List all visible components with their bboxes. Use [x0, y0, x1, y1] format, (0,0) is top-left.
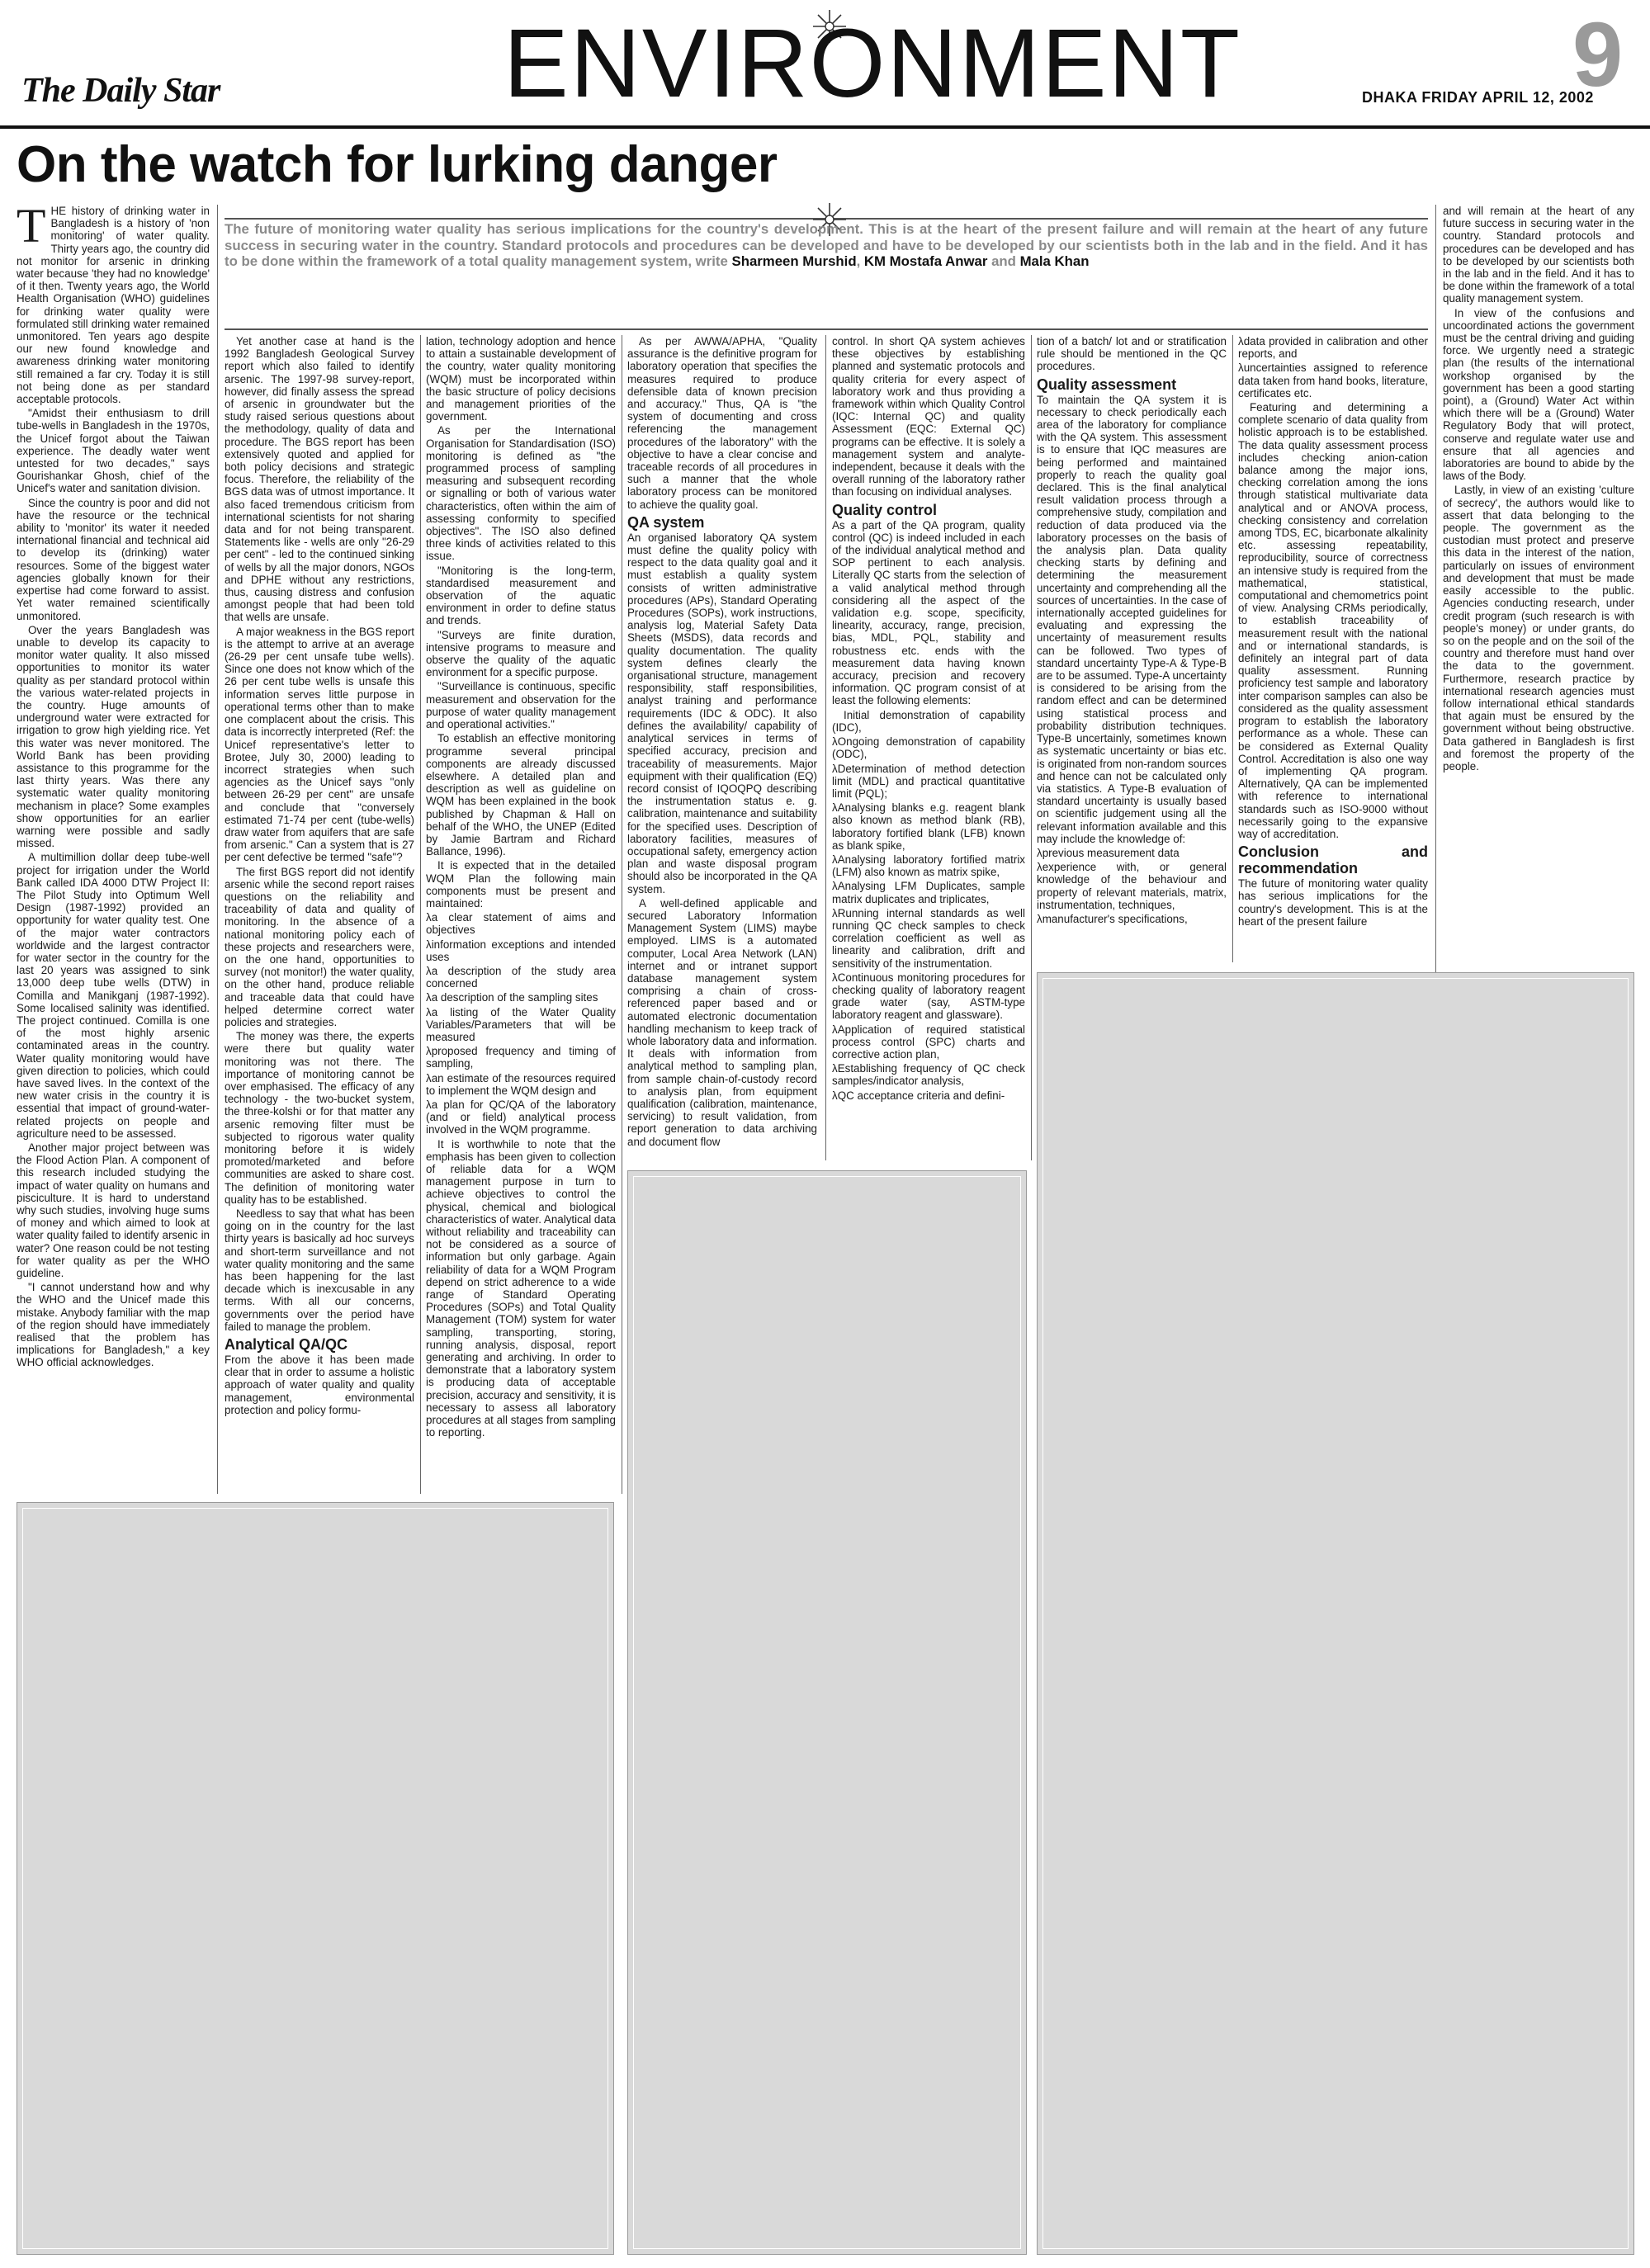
column-rule [1232, 335, 1233, 962]
column-5 [832, 335, 1025, 1103]
body-paragraph: The first BGS report did not identify arsenic while the second report raises questions on the reliability and traceability of data and quality of monitoring. In the absence of a national monitoring policy each of these projects and researchers were, on the one hand, opportunities to survey (not monitor!) the water quality, on the other hand, produce reliable and traceable data that could have helped determine correct water policies and strategies. [225, 865, 414, 1028]
bullet-item: λ Running internal standards as well running QC check samples to check correlation coefficient as well as linearity and calibration, drift and sensitivity of the instrumentation. [832, 907, 1025, 970]
column-rule [825, 335, 826, 1160]
bullet-item: λ a listing of the Water Quality Variables/Parameters that will be measured [426, 1006, 616, 1044]
body-paragraph: As per AWWA/APHA, "Quality assurance is the definitive program for laboratory operation that specifies the measures required to produce defensible data of known precision and accuracy." Thus, QA is "the system of documenting and cross referencing the management procedures of the laboratory" with the objective to have a clear concise and traceable records of all procedures in such a manner that the whole laboratory process can be monitored to achieve the quality goal. [627, 335, 817, 511]
author-name: Mala Khan [1019, 253, 1090, 269]
body-paragraph: Yet another case at hand is the 1992 Bangladesh Geological Survey report which also failed to identify arsenic. The 1997-98 survey-report, however, did finally assess the spread of arsenic in groundwater but the study raised serious questions about the methodology, quality of data and procedure. The BGS report has been extensively quoted and applied for both policy decisions and strategic focus. Therefore, the reliability of the BGS data was of utmost importance. It also faced tremendous criticism from international scientists for not sharing data and for not being transparent. Statements like - wells are only "26-29 per cent" - led to the continued sinking of wells by all the major donors, NGOs and DPHE without any restrictions, thus, causing distress and confusion amongst people that had been told that wells are unsafe. [225, 335, 414, 624]
bullet-item: λ data provided in calibration and other reports, and [1238, 335, 1428, 360]
masthead-rule [0, 125, 1650, 129]
article-standfirst [225, 221, 1428, 270]
author-name: Sharmeen Murshid [731, 253, 857, 269]
body-paragraph: Initial demonstration of capability (IDC), [832, 708, 1025, 734]
bullet-item: λ QC acceptance criteria and defini- [832, 1089, 1025, 1102]
body-paragraph: It is expected that in the detailed WQM Plan the following main components must be present and maintained: [426, 859, 616, 910]
body-paragraph: As per the International Organisation for Standardisation (ISO) monitoring is defined as "the programmed process of sampling measuring and subsequent recording or signalling or both of various water characteristics, often within the aim of assessing conformity to specified objectives". The ISO also defined three kinds of activities related to this issue. [426, 424, 616, 563]
bullet-item: λ information exceptions and intended uses [426, 938, 616, 963]
column-6 [1037, 335, 1227, 927]
drop-cap: T [17, 199, 46, 253]
bullet-item: λ a description of the study area concerned [426, 965, 616, 990]
subheading: QA system [627, 513, 705, 531]
bullet-item: λ Establishing frequency of QC check samples/indicator analysis, [832, 1062, 1025, 1087]
body-paragraph: lation, technology adoption and hence to attain a sustainable development of the country, water quality monitoring (WQM) must be incorporated within the basic structure of policy decisions and management priorities of the government. [426, 335, 616, 423]
bullet-item: λ proposed frequency and timing of sampling, [426, 1045, 616, 1070]
bullet-item: λ manufacturer's specifications, [1037, 913, 1227, 925]
author-separator: , [856, 253, 864, 269]
bullet-item: λ Continuous monitoring procedures for checking quality of laboratory reagent grade water (say, ASTM-type laboratory reagent and glassware). [832, 971, 1025, 1022]
author-separator: and [987, 253, 1020, 269]
body-paragraph: A well-defined applicable and secured Laboratory Information Management System (LIMS) maybe employed. LIMS is a automated computer, Local Area Network (LAN) internet and or intranet support database management system comprising a chain of cross-referenced paper based and or automated electronic documentation handling mechanism to keep track of whole laboratory data and information. It deals with information from analytical method to sampling plan, from sample chain-of-custody record to analysis plan, from equipment qualification (calibration, maintenance, servicing) to result validation, from report generation to data archiving and document flow [627, 896, 817, 1148]
intro-rule-bottom [225, 328, 1428, 330]
body-paragraph: Needless to say that what has been going on in the country for the last thirty years is basically ad hoc surveys and short-term surveillance and not water quality monitoring and the same has been happening for the last decade which is inexcusable in any terms. With all our concerns, governments over the period have failed to manage the problem. [225, 1207, 414, 1333]
body-paragraph: In view of the confusions and uncoordinated actions the government must be the central driving and guiding force. We urgently need a strategic plan (the results of the international workshop organised by the government has been a good starting point), a (Ground) Water Act within which there will be a (Ground) Water Regulatory Body that will protect, conserve and regulate water use and ensure that all agencies and laboratories are bound to abide by the laws of the Body. [1443, 306, 1634, 483]
bullet-item: λ an estimate of the resources required to implement the WQM design and [426, 1072, 616, 1097]
body-paragraph: As a part of the QA program, quality control (QC) is indeed included in each of the individual analytical method and SOP pertinent to each analysis. Literally QC starts from the selection of a valid analytical method through considering all the aspect of the validation e.g. scope, specificity, linearity, accuracy, range, precision, bias, MDL, PQL, stability and robustness etc. ends with the measurement data having known accuracy, precision and recovery information. QC program consist of at least the following elements: [832, 518, 1025, 707]
subheading: Quality assessment [1037, 376, 1177, 393]
body-paragraph: Featuring and determining a complete scenario of data quality from holistic approach is to be established. The data quality assessment process includes checking anion-cation balance among the major ions, checking correlation among the ions through statistical multivariate data analytical and or ANOVA process, checking consistency and correlation among TDS, EC, bicarbonate alkalinity etc. assessing repeatability, reproducibility, source of correctness an intensive study is required from the mathematical, statistical, computational and chemometrics point of view. Analysing CRMs periodically, to establish traceability of measurement result with the national and or international standards, is definitely an integral part of data quality assessment. Running proficiency test sample and laboratory inter comparison samples can also be considered as the quality assessment program to establish the laboratory performance as a whole. These can be considered as External Quality Control. Accreditation is also one way of implementing QA program. Alternatively, QA can be implemented with reference to international standards such as ISO-9000 without necessarily going to the expansive way of accreditation. [1238, 401, 1428, 840]
image-placeholder [17, 1502, 614, 2255]
subheading: Quality control [832, 501, 938, 518]
column-3 [426, 335, 616, 1440]
body-paragraph: An organised laboratory QA system must define the quality policy with respect to the data quality goal and it must establish a quality system consists of written administrative procedures (APs), Standard Operating Procedures (SOPs), work instructions, analysis log, Material Safety Data Sheets (MSDS), data records and quality documentation. The quality system defines clearly the organisational structure, management responsibility, staff responsibilities, analyst training and performance requirements (IDC & ODC). It also defines the availability/ capability of analytical services in terms of specified accuracy, precision and traceability of measurements. Major equipment with their qualification (EQ) record consist of IQOQPQ describing the instrumentation status e. g. calibration, maintenance and suitability for the specified uses. Description of laboratory facilities, measures of occupational safety, emergency action plan and waste disposal program should also be incorporated in the QA system. [627, 531, 818, 895]
body-paragraph: To maintain the QA system it is necessary to check periodically each area of the laboratory for compliance with the QA system. This assessment is to ensure that IQC measures are being performed and maintained properly to reach the quality goal declared. This is the final analytical result validation process through a comprehensive study, compilation and reduction of data produced via the laboratory processes on the basis of the analysis plan. Data quality checking starts by defining and determining the measurement uncertainty and comprehending all the sources of uncertainties. In the case of internationally accepted guidelines for evaluating and expressing the uncertainty of measurement results can be followed. Two types of standard uncertainty Type-A & Type-B are to be assumed. Type-A uncertainty is considered to be arising from the random effect and can be determined using statistical process and probability distribution techniques. Type-B uncertainly, sometimes known as systematic uncertainty or bias etc. is originated from non-random sources and hence can not be calculated only via statistics. A Type-B evaluation of standard uncertainty is usually based on scientific judgement using all the relevant information available and this may include the knowledge of: [1037, 393, 1227, 845]
bullet-item: λ Application of required statistical process control (SPC) charts and corrective action plan, [832, 1023, 1025, 1061]
column-rule [1031, 335, 1032, 1160]
subheading: Analytical QA/QC [225, 1336, 348, 1354]
bullet-item: λ a clear statement of aims and objectives [426, 911, 616, 936]
body-paragraph: The future of monitoring water quality has serious implications for the country's development. This is at the heart of the present failure [1238, 877, 1428, 928]
body-paragraph: Another major project between was the Flood Action Plan. A component of this research included studying the impact of water quality on humans and pisciculture. It is hard to understand why such studies, involving huge sums of money and which aimed to look at water quality failed to identify arsenic in water? One reason could be not testing for water quality as per the WHO guideline. [17, 1141, 210, 1280]
body-paragraph: The money was there, the experts were there but quality water monitoring was not there. The importance of monitoring cannot be over emphasised. The efficacy of any technology - the two-bucket system, the three-kolshi or for that matter any arsenic removing filter must be subjected to rigorous water quality monitoring before it is widely promoted/marketed and before communities are asked to share cost. The definition of monitoring water quality has to be established. [225, 1030, 414, 1206]
body-paragraph: From the above it has been made clear that in order to assume a holistic approach of water quality and quality management, environmental protection and policy formu- [225, 1354, 414, 1416]
column-2 [225, 335, 414, 1418]
column-8 [1443, 205, 1634, 774]
bullet-item: λ Determination of method detection limit (MDL) and practical quantitative limit (PQL); [832, 763, 1025, 801]
body-paragraph: A multimillion dollar deep tube-well project for irrigation under the World Bank called IDA 4000 DTW Project II: The Pilot Study into Optimum Well Design (1987-1992) provided an opportunity for water quality test. One of the major water contractors worldwide and the largest contractor for water sector in the country for the last 20 years was assigned to sink 13,000 deep tube wells (DTW) in Comilla and Manikganj (1987-1992). Some localised salinity was identified. The project continued. Comilla is one of the most highly arsenic contaminated areas in the country. Water quality monitoring would have given direction to policies, which could have saved lives. In the context of the new water crisis in the country it is essential that impact of ground-water-related projects on people and agriculture need to be assessed. [17, 851, 210, 1140]
column-7 [1238, 335, 1428, 929]
body-paragraph: A major weakness in the BGS report is the attempt to arrive at an average (26-29 per cent unsafe tube wells). Since one does not know which of the 26 per cent tube wells is unsafe this information serves little purpose in operational terms other than to make one complacent about the crisis. This data is incorrectly interpreted (Ref: the Unicef representative's letter to Brotee, July 30, 2000) leading to incorrect strategies when such agencies as the Unicef says "only between 26-29 per cent" are unsafe and conclude that "conversely estimated 71-74 per cent (tube-wells) draw water from aquifers that are safe from arsenic." Can a system that is 27 per cent defective be termed "safe"? [225, 625, 414, 864]
bullet-item: λ a description of the sampling sites [426, 991, 616, 1004]
bullet-item: λ Analysing laboratory fortified matrix (LFM) also known as matrix spike, [832, 853, 1025, 878]
article-headline: On the watch for lurking danger [17, 136, 778, 193]
bullet-item: λ Ongoing demonstration of capability (ODC), [832, 735, 1025, 760]
body-paragraph: control. In short QA system achieves these objectives by establishing planned and systematic protocols and quality criteria for every aspect of laboratory work and thus providing a framework within which Quality Control (IQC: Internal QC) and quality Assessment (EQC: External QC) programs can be effective. It is solely a management system and analyte-independent, because it deals with the overall running of the laboratory rather than focusing on individual analyses. [832, 335, 1025, 498]
body-paragraph: Lastly, in view of an existing 'culture of secrecy', the authors would like to assert that data belonging to the people. The government as the custodian must protect and preserve this data in the interest of the nation, particularly on issues of environment and development that must be made easily accessible to the public. Agencies conducting research, under credit program (such research is with people's money) or under grants, do so on the people and on the soil of the country and therefore must hand over the data to the government. Furthermore, research practice by international research agencies must follow international ethical standards that again must be ensured by the government without being obstructive. Data gathered in Bangladesh is first and foremost the property of the people. [1443, 484, 1634, 773]
body-paragraph: "Surveillance is continuous, specific measurement and observation for the purpose of water quality management and operational activities." [426, 680, 616, 731]
body-paragraph: To establish an effective monitoring programme several principal components are already discussed elsewhere. A detailed plan and description as well as guideline on WQM has been explained in the book published by Chapman & Hall on behalf of the WHO, the UNEP (Edited by Jamie Bartram and Richard Ballance, 1996). [426, 732, 616, 858]
body-paragraph: THE history of drinking water in Bangladesh is a history of 'non monitoring' of water quality. Thirty years ago, the country did not monitor for arsenic in drinking water because 'they had no knowledge' of it then. Twenty years ago, the World Health Organisation (WHO) guidelines for drinking water quality were formulated still drinking water remained unmonitored. Ten years ago despite our new found knowledge and awareness drinking water monitoring still remained a far cry. Today it is still not being done as per standard acceptable protocols. [17, 199, 210, 406]
column-rule [420, 335, 421, 1494]
column-1 [17, 199, 210, 1371]
page-number: 9 [1572, 4, 1624, 106]
body-paragraph: Over the years Bangladesh was unable to develop its capacity to monitor water quality. It also missed opportunities to monitor its water quality as per standard protocol within the various water-related projects in the country. Huge amounts of underground water were extracted for irrigation to grow high yielding rice. Yet this water was never monitored. The World Bank has been providing assistance to this programme for the last thirty years. Was there any systematic water quality monitoring mechanism in place? Some examples show opportunities for an earlier warning were possible and sadly missed. [17, 623, 210, 850]
bullet-item: λ a plan for QC/QA of the laboratory (and or field) analytical process involved in the WQM programme. [426, 1099, 616, 1136]
image-placeholder [1037, 972, 1634, 2255]
author-name: KM Mostafa Anwar [863, 253, 988, 269]
column-4 [627, 335, 817, 1150]
bullet-item: λ Analysing blanks e.g. reagent blank also known as method blank (RB), laboratory fortified blank (LFB) known as blank spike, [832, 801, 1025, 852]
dateline: DHAKA FRIDAY APRIL 12, 2002 [1362, 89, 1594, 106]
newspaper-logo: The Daily Star [21, 72, 220, 110]
body-paragraph: tion of a batch/ lot and or stratification rule should be mentioned in the QC procedures. [1037, 335, 1227, 373]
bullet-item: λ experience with, or general knowledge of the behaviour and property of relevant materials, matrix, instrumentation, techniques, [1037, 861, 1227, 911]
subheading: Conclusion and recommendation [1238, 843, 1428, 877]
body-paragraph: "Surveys are finite duration, intensive programs to measure and observe the quality of the aquatic environment for a specific purpose. [426, 628, 616, 679]
body-paragraph: and will remain at the heart of any future success in securing water in the country. Standard protocols and procedures can be developed and has to be developed by our scientists both in the lab and in the field. And it has to be done within the framework of a total quality management system. [1443, 205, 1634, 305]
section-title: ENVIRONMENT [504, 9, 1241, 118]
image-placeholder [627, 1170, 1027, 2255]
body-paragraph: "Amidst their enthusiasm to drill tube-wells in Bangladesh in the 1970s, the Unicef forgot about the Taiwan experience. The deadly water went untested for two decades," says Gourishankar Ghosh, chief of the Unicef's water and sanitation division. [17, 407, 210, 495]
body-paragraph: It is worthwhile to note that the emphasis has been given to collection of reliable data for a WQM management purpose in turn to achieve objectives to control the physical, chemical and biological characteristics of water. Analytical data without reliability and traceability can not be considered as a source of information but only garbage. Again reliability of data for a WQM Program depend on strict adherence to a wide range of Standard Operating Procedures (SOPs) and Total Quality Management (TOM) system for water sampling, transporting, storing, running analysis, disposal, report generating and archiving. In order to demonstrate that a laboratory system is producing data of acceptable precision, accuracy and sensitivity, it is necessary to assess all laboratory procedures at all stages from sampling to reporting. [426, 1137, 616, 1439]
bullet-item: λ previous measurement data [1037, 847, 1227, 859]
body-paragraph: Since the country is poor and did not have the resource or the technical ability to 'monitor' its water it needed international financial and technical aid to develop its (drinking) water resources. Some of the biggest water agencies globally known for their expertise had come forward to assist. Yet water remained scientifically unmonitored. [17, 496, 210, 622]
bullet-item: λ Analysing LFM Duplicates, sample matrix duplicates and triplicates, [832, 880, 1025, 905]
body-paragraph: "I cannot understand how and why the WHO and the Unicef made this mistake. Anybody familiar with the map of the region should have immediately realised that the problem has implications for Bangladesh," a key WHO official acknowledges. [17, 1281, 210, 1369]
body-paragraph: "Monitoring is the long-term, standardised measurement and observation of the aquatic environment in order to define status and trends. [426, 564, 616, 627]
bullet-item: λ uncertainties assigned to reference data taken from hand books, literature, certificates etc. [1238, 361, 1428, 399]
column-rule [217, 205, 218, 1494]
standfirst-text: The future of monitoring water quality has serious implications for the country's development. This is at the heart of the present failure and will remain at the heart of any future success in securing water in the country. Standard protocols and procedures can be developed and have to be developed by our scientists both in the lab and in the field. And it has to be done within the framework of a total quality management system, write [225, 221, 1428, 269]
